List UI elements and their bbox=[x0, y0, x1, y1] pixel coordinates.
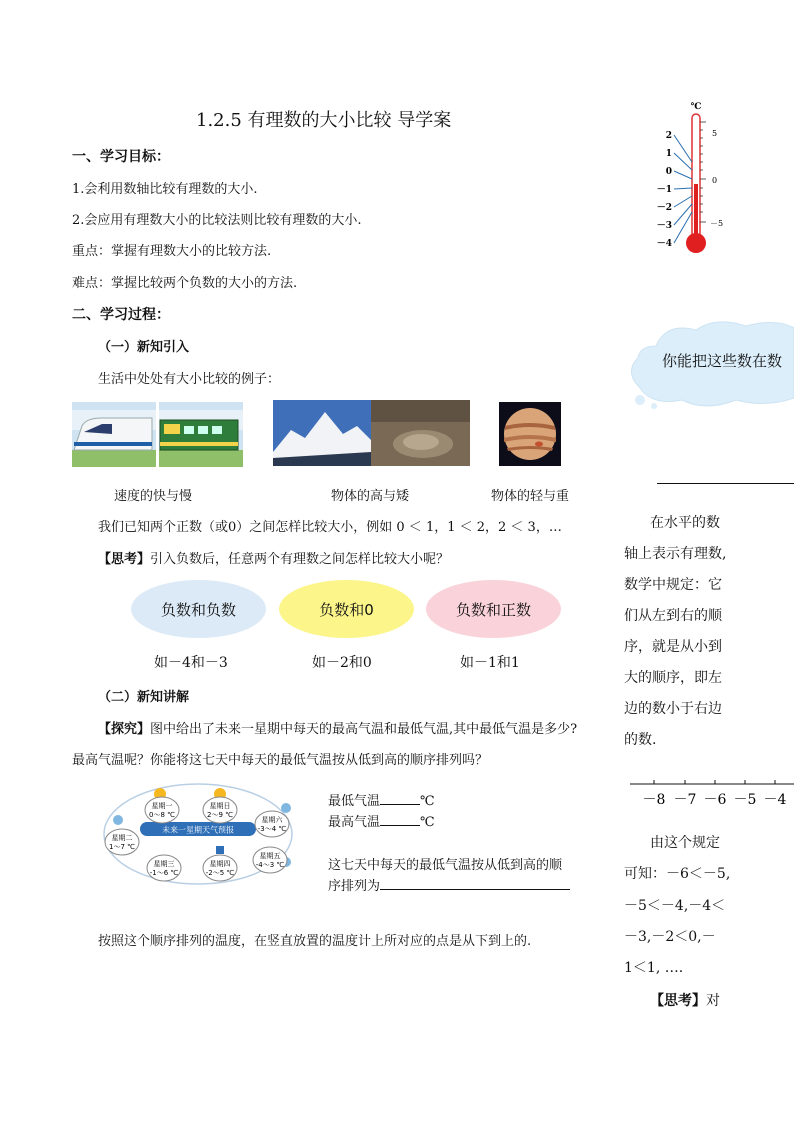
day-wed-temp: -1～6 ℃ bbox=[149, 869, 179, 877]
axis-neg8: －8 bbox=[642, 792, 666, 808]
weather-forecast-figure bbox=[100, 780, 296, 888]
highest-blank[interactable] bbox=[380, 825, 420, 826]
pill-label: 负数和正数 bbox=[455, 600, 531, 619]
therm-left-2: 2 bbox=[665, 131, 672, 141]
axis-neg6: －6 bbox=[703, 792, 727, 808]
conclusion-line-2: 可知：－6＜－5, bbox=[624, 866, 731, 882]
thermometer-sentence: 按照这个顺序排列的温度，在竖直放置的温度计上所对应的点是从下到上的. bbox=[98, 934, 532, 949]
day-sun-temp: 2～9 ℃ bbox=[207, 811, 233, 819]
train-photo bbox=[72, 402, 243, 467]
thermometer-figure bbox=[650, 100, 730, 258]
rule-line-2: 轴上表示有理数, bbox=[624, 546, 727, 562]
therm-left-0: 0 bbox=[665, 167, 672, 177]
caption-speed: 速度的快与慢 bbox=[114, 489, 193, 504]
known-comparison: 我们已知两个正数（或0）之间怎样比较大小，例如 0 ＜ 1，1 ＜ 2，2 ＜ 3，… bbox=[98, 520, 562, 535]
day-mon bbox=[145, 797, 179, 823]
intro-text: 生活中处处有大小比较的例子： bbox=[98, 372, 281, 387]
thermometer-unit: ℃ bbox=[690, 102, 702, 112]
order-blank[interactable] bbox=[380, 889, 570, 890]
axis-neg7: －7 bbox=[673, 792, 697, 808]
day-sat-name: 星期六 bbox=[261, 816, 283, 824]
conclusion-line-1: 由这个规定 bbox=[650, 835, 720, 851]
subsection-intro: （一）新知引入 bbox=[98, 340, 190, 355]
right-think-tag: 【思考】 bbox=[650, 993, 706, 1009]
difficulty: 难点：掌握比较两个负数的大小的方法. bbox=[72, 276, 298, 291]
key-point: 重点：掌握有理数大小的比较方法. bbox=[72, 244, 272, 259]
day-mon-temp: 0～8 ℃ bbox=[149, 811, 175, 819]
subsection-explain: （二）新知讲解 bbox=[98, 690, 190, 705]
day-fri bbox=[253, 847, 287, 873]
lowest-label: 最低气温 bbox=[328, 794, 381, 809]
explore-tag: 【探究】 bbox=[98, 722, 151, 737]
lowest-temp-line bbox=[328, 790, 435, 809]
page-title: 1.2.5 有理数的大小比较 导学案 bbox=[196, 110, 452, 131]
axis-neg4: －4 bbox=[763, 792, 787, 808]
rule-line-5: 序，就是从小到 bbox=[624, 639, 722, 655]
bubble-text: 你能把这些数在数 bbox=[662, 352, 783, 370]
day-wed-name: 星期三 bbox=[153, 860, 175, 868]
day-thu bbox=[203, 855, 237, 881]
therm-left-neg4: －4 bbox=[656, 239, 672, 249]
rule-line-1: 在水平的数 bbox=[650, 515, 720, 531]
example-1: 如－4和－3 bbox=[154, 655, 228, 671]
lowest-blank[interactable] bbox=[380, 804, 420, 805]
right-think bbox=[650, 986, 720, 1017]
day-mon-name: 星期一 bbox=[151, 802, 173, 810]
explore-line2: 最高气温呢？你能将这七天中每天的最低气温按从低到高的顺序排列吗？ bbox=[72, 753, 489, 768]
example-2: 如－2和0 bbox=[312, 655, 372, 671]
caption-height: 物体的高与矮 bbox=[331, 489, 410, 504]
rule-line-6: 大的顺序，即左 bbox=[624, 670, 722, 686]
pill-negative-negative bbox=[131, 580, 266, 638]
therm-left-1: 1 bbox=[665, 149, 672, 159]
highest-label: 最高气温 bbox=[328, 815, 381, 830]
day-sat-temp: -3～4 ℃ bbox=[257, 825, 287, 833]
pill-label: 负数和负数 bbox=[160, 600, 236, 619]
therm-left-neg1: －1 bbox=[656, 185, 672, 195]
day-tue-temp: 1～7 ℃ bbox=[109, 843, 135, 851]
axis-neg5: －5 bbox=[733, 792, 757, 808]
day-thu-temp: -2～5 ℃ bbox=[205, 869, 235, 877]
rule-line-7: 边的数小于右边 bbox=[624, 701, 722, 717]
day-sat bbox=[255, 811, 289, 837]
think-tag: 【思考】 bbox=[98, 552, 151, 567]
conclusion-line-3: －5＜－4,－4＜ bbox=[624, 898, 726, 914]
day-fri-temp: -4～3 ℃ bbox=[255, 861, 285, 869]
planet-photo bbox=[499, 402, 561, 466]
day-fri-name: 星期五 bbox=[259, 852, 281, 860]
conclusion-line-4: －3,－2＜0,－ bbox=[624, 929, 716, 945]
highest-unit: ℃ bbox=[420, 815, 435, 830]
weather-banner: 未来一星期天气预报 bbox=[162, 825, 234, 835]
therm-right-0: 0 bbox=[712, 176, 718, 185]
number-line bbox=[626, 776, 794, 810]
order-line1: 这七天中每天的最低气温按从低到高的顺 bbox=[328, 858, 563, 873]
objective-2: 2.会应用有理数大小的比较法则比较有理数的大小. bbox=[72, 213, 362, 228]
therm-left-neg3: －3 bbox=[656, 221, 672, 231]
think-question bbox=[98, 548, 449, 567]
day-wed bbox=[147, 855, 181, 881]
highest-temp-line bbox=[328, 811, 435, 830]
rule-line-8: 的数. bbox=[624, 732, 657, 748]
therm-right-neg5: －5 bbox=[710, 219, 724, 228]
right-think-tail: 对 bbox=[706, 993, 720, 1009]
order-label: 序排列为 bbox=[328, 879, 381, 894]
right-divider bbox=[657, 483, 794, 484]
lowest-unit: ℃ bbox=[420, 794, 435, 809]
section2-heading: 二、学习过程： bbox=[72, 307, 170, 323]
order-line2 bbox=[328, 875, 570, 894]
therm-right-5: 5 bbox=[712, 129, 718, 138]
objective-1: 1.会利用数轴比较有理数的大小. bbox=[72, 182, 258, 197]
therm-left-neg2: －2 bbox=[656, 203, 672, 213]
day-tue bbox=[105, 829, 139, 855]
day-sun bbox=[203, 797, 237, 823]
mountain-photo bbox=[273, 400, 470, 466]
day-thu-name: 星期四 bbox=[209, 860, 231, 868]
think-text: 引入负数后，任意两个有理数之间怎样比较大小呢？ bbox=[150, 552, 450, 567]
example-3: 如－1和1 bbox=[460, 655, 520, 671]
pill-negative-zero bbox=[279, 580, 414, 638]
conclusion-line-5: 1＜1, …. bbox=[624, 960, 684, 976]
day-tue-name: 星期二 bbox=[111, 834, 133, 842]
caption-weight: 物体的轻与重 bbox=[491, 489, 570, 504]
pill-negative-positive bbox=[426, 580, 561, 638]
section1-heading: 一、学习目标： bbox=[72, 149, 170, 165]
pill-label: 负数和0 bbox=[319, 600, 374, 619]
explore-text: 图中给出了未来一星期中每天的最高气温和最低气温,其中最低气温是多少? bbox=[150, 722, 578, 737]
explore-line1 bbox=[98, 718, 577, 737]
rule-line-3: 数学中规定：它 bbox=[624, 577, 722, 593]
rule-line-4: 们从左到右的顺 bbox=[624, 608, 722, 624]
day-sun-name: 星期日 bbox=[209, 802, 231, 810]
